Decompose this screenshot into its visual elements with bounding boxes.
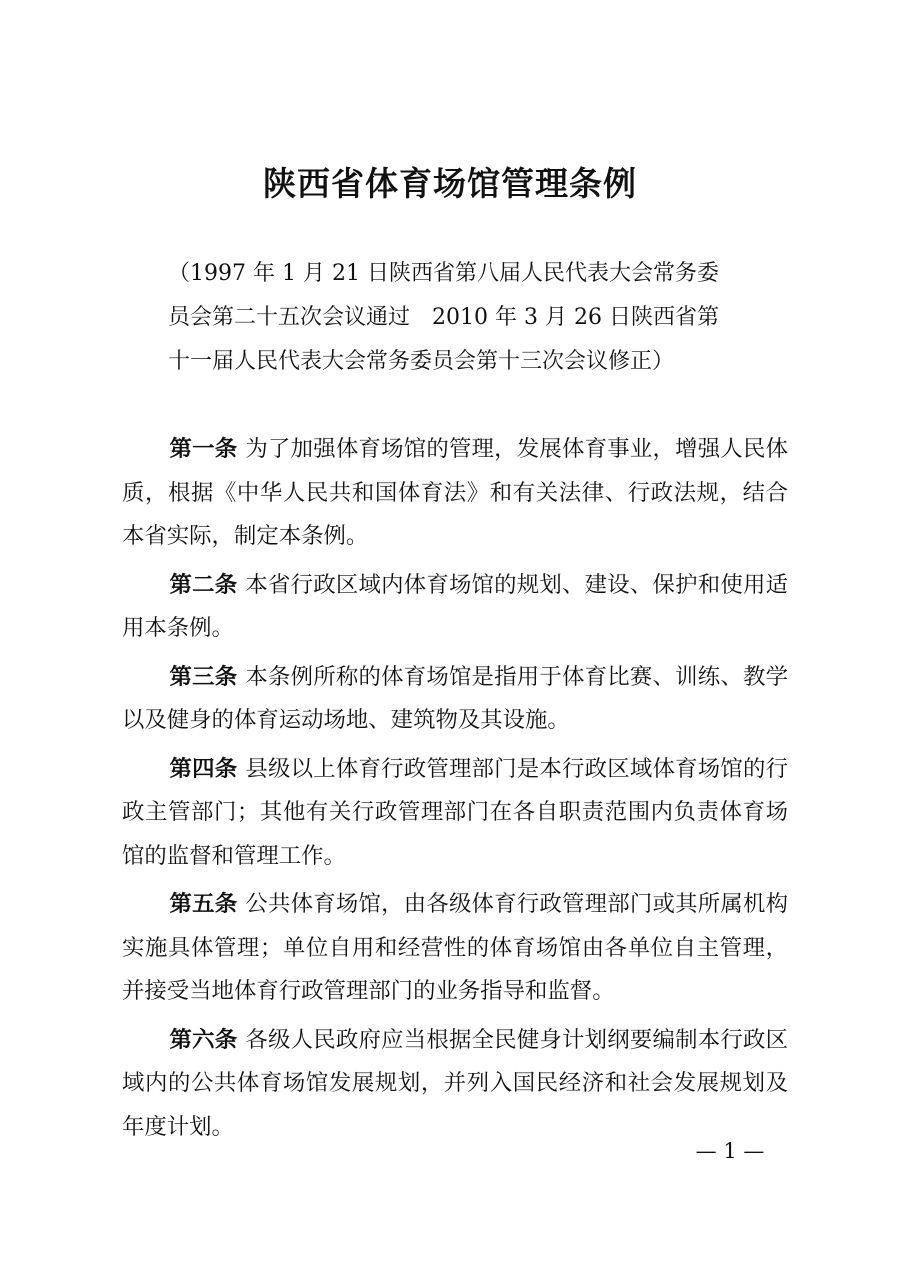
document-body <box>122 428 788 1154</box>
article-title: 第三条 <box>169 663 238 690</box>
article-6 <box>122 1019 788 1150</box>
adoption-note-line: 员会第二十五次会议通过 2010 年 3 月 26 日陕西省第 <box>168 305 719 330</box>
article-4 <box>122 748 788 879</box>
article-text: 为了加强体育场馆的管理，发展体育事业，增强人民体质，根据《中华人民共和国体育法》和有关法律、行政法规，结合本省实际，制定本条例。 <box>122 436 789 549</box>
page-number: — 1 — <box>695 1139 765 1163</box>
article-title: 第五条 <box>169 891 238 917</box>
document-title: 陕西省体育场馆管理条例 <box>263 164 637 203</box>
article-title: 第四条 <box>169 755 238 782</box>
adoption-note <box>168 256 768 388</box>
article-1 <box>122 428 788 559</box>
article-title: 第一条 <box>169 436 238 462</box>
article-title: 第六条 <box>169 1026 238 1053</box>
article-3 <box>122 656 788 743</box>
adoption-note-line: （1997 年 1 月 21 日陕西省第八届人民代表大会常务委 <box>168 261 719 286</box>
article-text: 公共体育场馆，由各级体育行政管理部门或其所属机构实施具体管理；单位自用和经营性的体育场馆由各单位自主管理，并接受当地体育行政管理部门的业务指导和监督。 <box>122 891 789 1004</box>
article-5 <box>122 883 788 1014</box>
adoption-note-line: 十一届人民代表大会常务委员会第十三次会议修正） <box>168 349 675 374</box>
article-text: 本条例所称的体育场馆是指用于体育比赛、训练、教学以及健身的体育运动场地、建筑物及其设施。 <box>122 663 789 733</box>
article-title: 第二条 <box>169 571 238 598</box>
article-text: 本省行政区域内体育场馆的规划、建设、保护和使用适用本条例。 <box>122 571 789 641</box>
article-text: 县级以上体育行政管理部门是本行政区域体育场馆的行政主管部门；其他有关行政管理部门在各自职责范围内负责体育场馆的监督和管理工作。 <box>122 755 789 869</box>
article-text: 各级人民政府应当根据全民健身计划纲要编制本行政区域内的公共体育场馆发展规划，并列入国民经济和社会发展规划及年度计划。 <box>122 1026 789 1140</box>
article-2 <box>122 564 788 651</box>
